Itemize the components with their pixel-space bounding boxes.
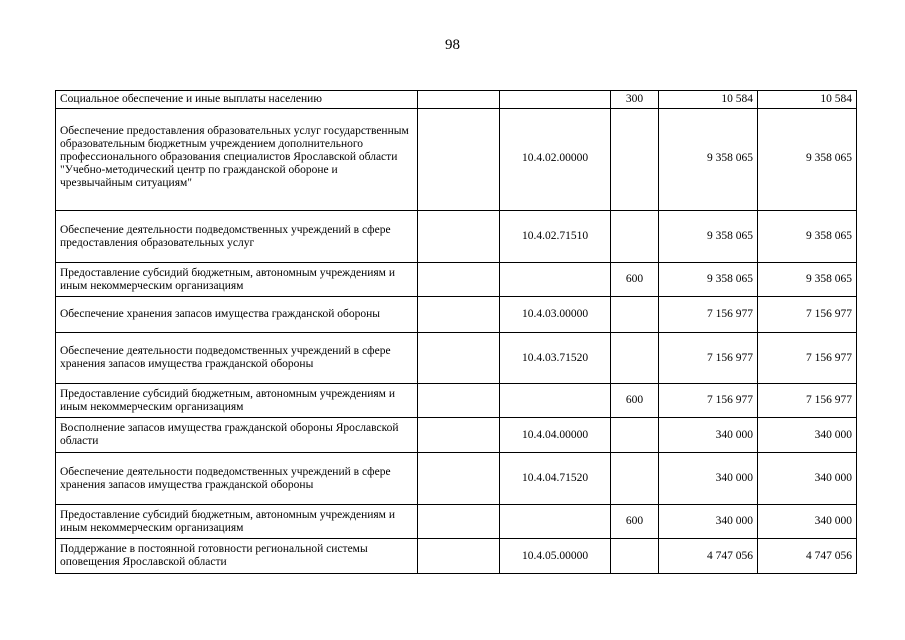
row-name-cell: Обеспечение деятельности подведомственных учреждений в сфере хранения запасов имущества гражданской обороны xyxy=(56,333,418,384)
row-sum2-cell: 340 000 xyxy=(758,418,857,453)
row-name-cell: Обеспечение хранения запасов имущества гражданской обороны xyxy=(56,297,418,333)
row-code-cell xyxy=(500,91,611,109)
row-sum1-cell: 340 000 xyxy=(659,418,758,453)
row-type-cell xyxy=(611,453,659,505)
table-row xyxy=(56,333,857,384)
row-extra-cell xyxy=(418,91,500,109)
row-sum1-cell: 7 156 977 xyxy=(659,297,758,333)
row-sum2-cell: 7 156 977 xyxy=(758,297,857,333)
row-extra-cell xyxy=(418,453,500,505)
row-type-cell xyxy=(611,109,659,211)
row-code-cell: 10.4.04.71520 xyxy=(500,453,611,505)
row-sum2-cell: 9 358 065 xyxy=(758,263,857,297)
row-name-cell: Социальное обеспечение и иные выплаты населению xyxy=(56,91,418,109)
row-sum1-cell: 9 358 065 xyxy=(659,109,758,211)
row-sum1-cell: 4 747 056 xyxy=(659,539,758,574)
table-row xyxy=(56,453,857,505)
row-extra-cell xyxy=(418,297,500,333)
row-type-cell xyxy=(611,539,659,574)
row-sum1-cell: 340 000 xyxy=(659,453,758,505)
row-type-cell xyxy=(611,333,659,384)
budget-table xyxy=(55,90,857,574)
row-sum2-cell: 7 156 977 xyxy=(758,384,857,418)
table-row xyxy=(56,91,857,109)
row-sum2-cell: 340 000 xyxy=(758,505,857,539)
table-row xyxy=(56,418,857,453)
row-name-cell: Восполнение запасов имущества гражданской обороны Ярославской области xyxy=(56,418,418,453)
table-row xyxy=(56,263,857,297)
row-sum2-cell: 4 747 056 xyxy=(758,539,857,574)
row-sum2-cell: 10 584 xyxy=(758,91,857,109)
row-name-cell: Предоставление субсидий бюджетным, автономным учреждениям и иным некоммерческим организациям xyxy=(56,263,418,297)
row-code-cell xyxy=(500,384,611,418)
row-extra-cell xyxy=(418,539,500,574)
row-sum1-cell: 7 156 977 xyxy=(659,384,758,418)
row-sum2-cell: 340 000 xyxy=(758,453,857,505)
row-type-cell: 300 xyxy=(611,91,659,109)
row-extra-cell xyxy=(418,211,500,263)
table-row xyxy=(56,505,857,539)
row-name-cell: Обеспечение деятельности подведомственных учреждений в сфере хранения запасов имущества гражданской обороны xyxy=(56,453,418,505)
table-row xyxy=(56,211,857,263)
row-name-cell: Предоставление субсидий бюджетным, автономным учреждениям и иным некоммерческим организациям xyxy=(56,505,418,539)
table-row xyxy=(56,297,857,333)
row-type-cell: 600 xyxy=(611,505,659,539)
row-name-cell: Поддержание в постоянной готовности региональной системы оповещения Ярославской области xyxy=(56,539,418,574)
row-sum1-cell: 9 358 065 xyxy=(659,211,758,263)
row-sum2-cell: 7 156 977 xyxy=(758,333,857,384)
row-code-cell: 10.4.02.00000 xyxy=(500,109,611,211)
row-extra-cell xyxy=(418,109,500,211)
row-sum2-cell: 9 358 065 xyxy=(758,211,857,263)
row-sum1-cell: 7 156 977 xyxy=(659,333,758,384)
row-code-cell: 10.4.03.00000 xyxy=(500,297,611,333)
row-sum1-cell: 9 358 065 xyxy=(659,263,758,297)
row-sum1-cell: 340 000 xyxy=(659,505,758,539)
row-extra-cell xyxy=(418,505,500,539)
row-code-cell: 10.4.03.71520 xyxy=(500,333,611,384)
row-extra-cell xyxy=(418,263,500,297)
page-number: 98 xyxy=(445,37,460,53)
row-code-cell xyxy=(500,505,611,539)
row-sum2-cell: 9 358 065 xyxy=(758,109,857,211)
table-row xyxy=(56,539,857,574)
row-type-cell xyxy=(611,418,659,453)
row-type-cell: 600 xyxy=(611,384,659,418)
table-row xyxy=(56,384,857,418)
row-code-cell: 10.4.05.00000 xyxy=(500,539,611,574)
row-type-cell: 600 xyxy=(611,263,659,297)
row-extra-cell xyxy=(418,333,500,384)
row-code-cell xyxy=(500,263,611,297)
row-name-cell: Обеспечение деятельности подведомственных учреждений в сфере предоставления образовательных услуг xyxy=(56,211,418,263)
row-code-cell: 10.4.02.71510 xyxy=(500,211,611,263)
row-name-cell: Обеспечение предоставления образовательных услуг государственным образовательным бюджетным учреждением дополнительного профессионального образования специалистов Ярославской области "Учебно-методический центр по гражданской обороне и чрезвычайным ситуациям" xyxy=(56,109,418,211)
table-row xyxy=(56,109,857,211)
row-extra-cell xyxy=(418,384,500,418)
row-extra-cell xyxy=(418,418,500,453)
row-name-cell: Предоставление субсидий бюджетным, автономным учреждениям и иным некоммерческим организациям xyxy=(56,384,418,418)
row-type-cell xyxy=(611,297,659,333)
row-code-cell: 10.4.04.00000 xyxy=(500,418,611,453)
row-type-cell xyxy=(611,211,659,263)
row-sum1-cell: 10 584 xyxy=(659,91,758,109)
